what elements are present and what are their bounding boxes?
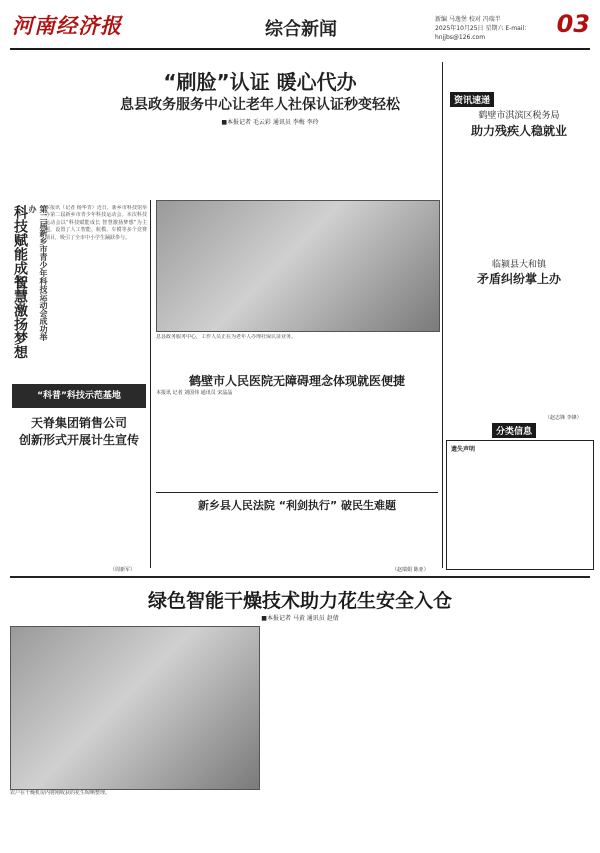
classified-ads-label: 分类信息 (492, 423, 536, 438)
bottom-body-col (264, 628, 368, 850)
issue-meta: 新编 马逸堡 校对 冯瑞半 2025年10月25日 星期六 E-mail：hnjjbs@126.com (435, 16, 531, 41)
science-badge-banner (12, 384, 146, 408)
right-title-2: 助力残疾人稳就业 (470, 124, 567, 138)
right-title-4: 矛盾纠纷掌上办 (476, 272, 561, 286)
article-byline: （周新军） (110, 567, 136, 573)
column-body: 本报讯（记者 杨华青）近日，新乡市科技馆举办第二届新乡市青少年科技运动会。本次科技运动会以“科技赋能成长 智慧激扬梦想”为主题，设置了人工智能、航模、车模等多个竞赛项目，吸引了全市中小学生踊跃参与。 (45, 205, 147, 241)
page-number: 03 (556, 10, 590, 38)
lead-photo (156, 200, 440, 332)
court-body-col (156, 514, 250, 570)
court-title: 新乡县人民法院 “利剑执行” 破民生难题 (197, 499, 397, 512)
column-body-cont (45, 290, 147, 376)
lead-body-col (273, 128, 355, 196)
column-title-1: 科技赋能成长 (12, 205, 28, 289)
article-subtitle: 创新形式开展计生宣传 (18, 433, 139, 447)
notice-heading: 遗失声明 (451, 446, 476, 453)
photo-caption: 息县政务服务中心，工作人员正在为老年人办理社保认证业务。 (156, 334, 297, 340)
column-intro: 第二届新乡市青少年科技运动会成功举办 (28, 205, 48, 341)
divider (156, 492, 438, 493)
hospital-title: 鹤壁市人民医院无障碍理念体现就医便捷 (188, 374, 405, 388)
lead-body-col (10, 128, 100, 196)
badge-text: “科普”科技示范基地 (37, 391, 121, 401)
right-body-2 (448, 289, 590, 413)
lead-byline: ■本报记者 毛云彩 通讯员 李梅 李玲 (221, 119, 319, 126)
article-body (12, 448, 146, 566)
bottom-body-col (136, 800, 258, 850)
lead-body-col (358, 128, 438, 196)
right-byline: （赵志锋 李锋） (545, 415, 582, 421)
divider (150, 200, 151, 568)
hospital-body-col (348, 390, 438, 490)
right-body-1 (448, 140, 590, 252)
ad-text-col (523, 453, 589, 565)
masthead (10, 6, 590, 50)
court-byline: （赵瑞娟 陈亚） (392, 567, 429, 573)
bottom-body-col (480, 628, 590, 850)
article-title: 天脊集团销售公司 (30, 416, 127, 430)
court-body-col (252, 514, 346, 570)
court-body-col (348, 514, 438, 570)
right-title-1: 鹤壁市淇滨区税务局 (478, 111, 560, 121)
divider (442, 62, 443, 568)
hospital-body-col (252, 390, 346, 490)
right-title-3: 临颍县大和镇 (491, 260, 546, 270)
ad-text-col (451, 453, 517, 565)
bottom-body-col (10, 800, 132, 850)
column-title-2: 智慧激扬梦想 (12, 275, 28, 359)
section-divider (10, 576, 590, 578)
bottom-body-col (372, 628, 476, 850)
bottom-headline: 绿色智能干燥技术助力花生安全入仓 (147, 590, 452, 612)
lead-headline: 息县政务服务中心让老年人社保认证秒变轻松 (120, 97, 400, 113)
section-title: 综合新闻 (265, 19, 337, 40)
bottom-photo (10, 626, 260, 790)
newspaper-logo: 河南经济报 (12, 13, 122, 38)
lead-body-col (103, 128, 185, 196)
lead-body-col (188, 128, 270, 196)
lead-kicker: “刷脸”认证 暖心代办 (163, 70, 357, 94)
bottom-photo-caption: 农户在干燥机房内将刚收获的花生晾晒整理。 (10, 790, 111, 796)
hospital-byline: 本报讯 记者 刘国伟 通讯员 宋晶晶 (156, 390, 233, 396)
hospital-body-col (156, 398, 250, 490)
classified-ads-block (446, 440, 594, 570)
bottom-byline: ■本报记者 马黄 通讯员 赵倩 (261, 615, 339, 622)
news-brief-label: 资讯速递 (450, 92, 494, 107)
